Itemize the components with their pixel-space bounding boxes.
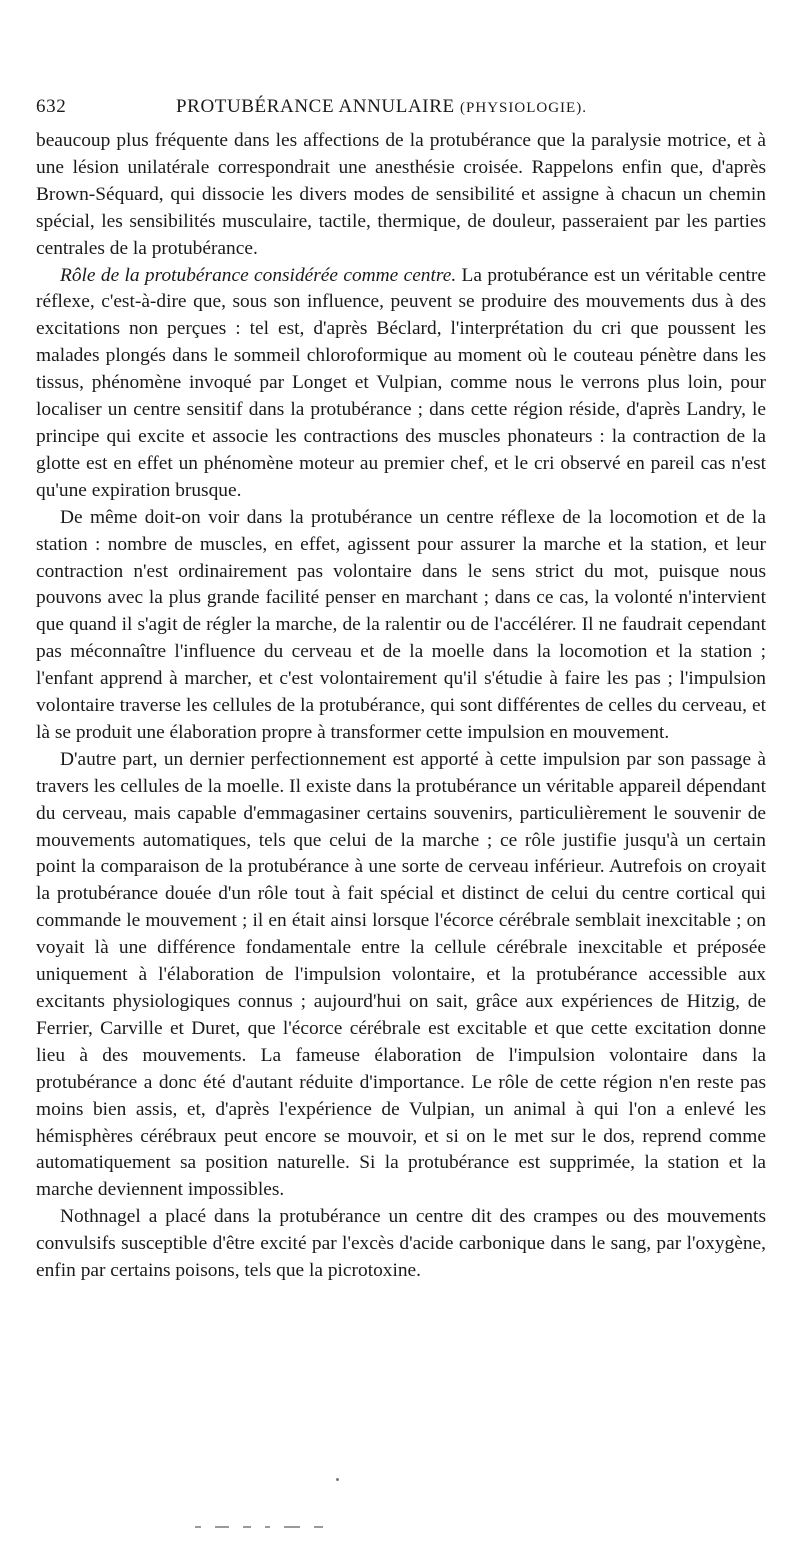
running-title-main: PROTUBÉRANCE ANNULAIRE xyxy=(176,96,455,117)
page-number: 632 xyxy=(36,96,67,117)
running-title-subtitle: (PHYSIOLOGIE). xyxy=(460,100,587,116)
print-mark xyxy=(243,1526,251,1528)
print-mark xyxy=(265,1526,270,1528)
footer-print-marks xyxy=(195,1518,395,1526)
paragraph-automatic-movements: D'autre part, un dernier perfectionnement est apporté à cette impulsion par son passage à travers les cellules de la moelle. Il existe dans la protubérance un véritable appareil dépendant du cerveau, mais capable d'emmagasiner certains souvenirs, particulièrement le souvenir de mouvements automatiques, tels que celui de la marche ; ce rôle justifie jusqu'à un certain point la comparaison de la protubérance à une sorte de cerveau inférieur. Autrefois on croyait la protubérance douée d'un rôle tout à fait spécial et distinct de celui du centre cortical qui commande le mouvement ; il en était ainsi lorsque l'écorce cérébrale semblait inexcitable ; on voyait là une différence fondamentale entre la cellule cérébrale inexcitable et préposée uniquement à l'élaboration de l'impulsion volontaire, et la protubérance accessible aux excitants physiologiques connus ; aujourd'hui on sait, grâce aux expériences de Hitzig, de Ferrier, Carville et Duret, que l'écorce cérébrale est excitable et que cette excitation donne lieu à des mouvements. La fameuse élaboration de l'impulsion volontaire dans la protubérance a donc été d'autant réduite d'importance. Le rôle de cette région n'en reste pas moins bien assis, et, d'après l'expérience de Vulpian, un animal à qui l'on a enlevé les hémisphères cérébraux peut encore se mouvoir, et si on le met sur le dos, reprend comme automatiquement sa position naturelle. Si la protubérance est supprimée, la station et la marche deviennent impossibles. xyxy=(36,748,766,1201)
paragraph-continued: beaucoup plus fréquente dans les affections de la protubérance que la paralysie motrice, et à une lésion unilatérale correspondrait une anesthésie croisée. Rappelons enfin que, d'après Brown-Séquard, qui dissocie les divers modes de sensibilité et assigne à chacun un chemin spécial, les sensibilités musculaire, tactile, thermique, de douleur, passeraient par les parties centrales de la protubérance. xyxy=(36,130,766,259)
running-head xyxy=(36,92,766,126)
running-title xyxy=(176,96,587,118)
paragraph-locomotion: De même doit-on voir dans la protubérance un centre réflexe de la locomotion et de la station : nombre de muscles, en effet, agissent pour assurer la marche et la station, et leur contraction n'est ordinairement pas volontaire dans le sens strict du mot, puisque nous pouvons avec la plus grande facilité penser en marchant ; dans ce cas, la volonté n'intervient que quand il s'agit de régler la marche, de la ralentir ou de l'accélérer. Il ne faudrait cependant pas méconnaître l'influence du cerveau et de la moelle dans la locomotion et la station ; l'enfant apprend à marcher, et c'est volontairement qu'il s'étudie à faire les pas ; l'impulsion volontaire traverse les cellules de la protubérance, qui sont différentes de celles du cerveau, et là se produit une élaboration propre à transformer cette impulsion en mouvement. xyxy=(36,506,766,743)
paragraph-role-centre xyxy=(36,263,766,505)
print-mark xyxy=(314,1526,323,1528)
print-speck xyxy=(336,1478,339,1481)
print-mark xyxy=(284,1526,300,1528)
print-mark xyxy=(195,1526,201,1528)
print-mark xyxy=(215,1526,229,1528)
section-heading-role-centre: Rôle de la protubérance considérée comme centre. xyxy=(60,264,457,286)
paragraph-nothnagel: Nothnagel a placé dans la protubérance un centre dit des crampes ou des mouvements convulsifs susceptible d'être excité par l'excès d'acide carbonique dans le sang, par l'oxygène, enfin par certains poisons, tels que la picrotoxine. xyxy=(36,1206,766,1282)
paragraph-role-centre-text: La protubérance est un véritable centre réflexe, c'est-à-dire que, sous son influence, peuvent se produire des mouvements dus à des excitations non perçues : tel est, d'après Béclard, l'interprétation du cri que poussent les malades plongés dans le sommeil chloroformique au moment où le couteau pénètre dans les tissus, phénomène invoqué par Longet et Vulpian, comme nous le verrons plus loin, pour localiser un centre sensitif dans la protubérance ; dans cette région réside, d'après Landry, le principe qui excite et associe les contractions des muscles phonateurs : la contraction de la glotte est en effet un phénomène moteur au premier chef, et le cri observé en pareil cas n'est qu'une expiration brusque. xyxy=(36,264,766,501)
page xyxy=(36,92,766,1285)
